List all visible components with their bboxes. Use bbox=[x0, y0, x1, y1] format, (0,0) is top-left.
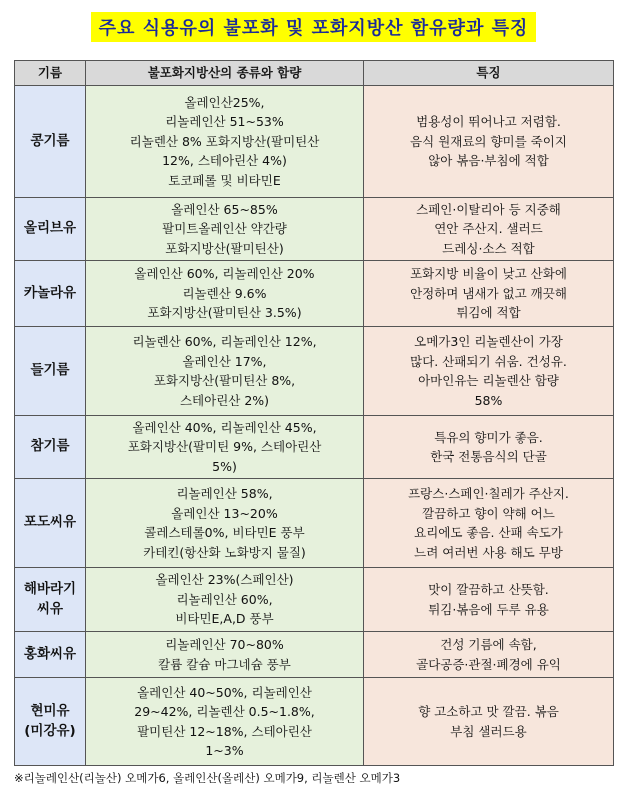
title-wrap bbox=[0, 12, 627, 42]
table-row bbox=[15, 479, 614, 568]
cell-line: 향 고소하고 맛 깔끔. 볶음 bbox=[418, 704, 559, 719]
oil-name-cell bbox=[15, 261, 86, 327]
cell-line: 많다. 산패되기 쉬움. 건성유. bbox=[410, 353, 567, 369]
cell-line: 포화지방산(팔미틴산) bbox=[165, 240, 284, 256]
oil-name-cell bbox=[15, 416, 86, 479]
fatty-acid-cell bbox=[86, 568, 364, 632]
footnote: ※리놀레인산(리놀산) 오메가6, 올레인산(올레산) 오메가9, 리놀렌산 오메가3 bbox=[14, 771, 401, 785]
cell-line: 리놀레인산 70~80% bbox=[165, 637, 284, 652]
fatty-acid-cell bbox=[86, 327, 364, 416]
cell-line: 스테아린산 2%) bbox=[179, 392, 270, 408]
fatty-acid-cell bbox=[86, 198, 364, 261]
cell-line: 카테킨(항산화 노화방지 물질) bbox=[143, 544, 306, 560]
cell-line: 않아 볶음·부침에 적합 bbox=[428, 153, 549, 169]
cell-line: 건성 기름에 속함, bbox=[440, 637, 537, 652]
oil-name-cell bbox=[15, 327, 86, 416]
cell-line: 오메가3인 리놀렌산이 가장 bbox=[414, 334, 563, 349]
cell-line: 특유의 향미가 좋음. bbox=[434, 429, 543, 445]
fatty-acid-cell bbox=[86, 479, 364, 568]
cell-line: 스페인·이탈리아 등 지중해 bbox=[416, 201, 561, 217]
cell-line: 해바라기 bbox=[23, 581, 77, 597]
cell-line: 현미유 bbox=[30, 703, 70, 719]
cell-line: 카놀라유 bbox=[23, 284, 77, 301]
cell-line: 콜레스테롤0%, 비타민E 풍부 bbox=[144, 525, 305, 540]
cell-line: 맛이 깔끔하고 산뜻함. bbox=[428, 582, 549, 597]
cell-line: 1~3% bbox=[205, 743, 244, 758]
feature-cell bbox=[364, 86, 614, 198]
fatty-acid-cell bbox=[86, 261, 364, 327]
header-fatty-acids: 불포화지방산의 종류와 함량 bbox=[86, 61, 364, 86]
cell-line: 요리에도 좋음. 산패 속도가 bbox=[414, 525, 563, 540]
feature-cell bbox=[364, 678, 614, 766]
cell-line: 리놀레인산 51~53% bbox=[165, 114, 284, 130]
table-row bbox=[15, 261, 614, 327]
cell-line: 연안 주산지. 샐러드 bbox=[434, 221, 543, 237]
cell-line: 리놀렌산 60%, 리놀레인산 12%, bbox=[132, 334, 317, 349]
oil-name-cell bbox=[15, 86, 86, 198]
cell-line: 참기름 bbox=[30, 438, 70, 455]
cell-line: 씨유 bbox=[36, 600, 64, 617]
feature-cell bbox=[364, 261, 614, 327]
oil-table bbox=[14, 60, 614, 766]
cell-line: 리놀렌산 9.6% bbox=[182, 285, 267, 301]
oil-name-cell bbox=[15, 479, 86, 568]
feature-cell bbox=[364, 416, 614, 479]
cell-line: 부침 샐러드용 bbox=[450, 723, 527, 739]
cell-line: 올레인산 13~20% bbox=[171, 505, 278, 521]
cell-line: 포화지방산(팔미틴산 3.5%) bbox=[147, 305, 302, 321]
oil-name-cell bbox=[15, 678, 86, 766]
cell-line: 올레인산25%, bbox=[184, 94, 265, 110]
cell-line: 올레인산 65~85% bbox=[171, 201, 278, 217]
cell-line: 팔미트올레인산 약간량 bbox=[162, 221, 287, 237]
cell-line: 범용성이 뛰어나고 저렴함. bbox=[416, 114, 561, 130]
cell-line: 비타민E,A,D 풍부 bbox=[175, 611, 274, 627]
cell-line: 올레인산 40%, 리놀레인산 45%, bbox=[132, 419, 317, 435]
fatty-acid-cell bbox=[86, 632, 364, 678]
cell-line: 58% bbox=[474, 392, 503, 408]
oil-name-cell bbox=[15, 568, 86, 632]
cell-line: 칼륨 칼슘 마그네슘 풍부 bbox=[158, 656, 291, 672]
cell-line: 아마인유는 리놀렌산 함량 bbox=[418, 373, 559, 388]
cell-line: 올레인산 23%(스페인산) bbox=[155, 572, 294, 588]
feature-cell bbox=[364, 479, 614, 568]
cell-line: 튀김·볶음에 두루 유용 bbox=[428, 601, 549, 617]
cell-line: 팔미틴산 12~18%, 스테아린산 bbox=[137, 723, 312, 739]
cell-line: 튀김에 적합 bbox=[456, 305, 521, 321]
table-row bbox=[15, 568, 614, 632]
header-oil: 기름 bbox=[15, 61, 86, 86]
table-header-row bbox=[15, 61, 614, 86]
cell-line: 포도씨유 bbox=[23, 514, 77, 531]
table-row bbox=[15, 198, 614, 261]
fatty-acid-cell bbox=[86, 86, 364, 198]
fatty-acid-cell bbox=[86, 678, 364, 766]
cell-line: 들기름 bbox=[30, 362, 70, 379]
cell-line: 홍화씨유 bbox=[23, 645, 77, 662]
cell-line: 깔끔하고 향이 약해 어느 bbox=[422, 505, 555, 521]
cell-line: 음식 원재료의 향미를 죽이지 bbox=[410, 133, 567, 149]
cell-line: 12%, 스테아린산 4%) bbox=[162, 153, 287, 169]
cell-line: 한국 전통음식의 단골 bbox=[430, 449, 547, 464]
cell-line: 올레인산 17%, bbox=[182, 353, 267, 369]
table-row bbox=[15, 632, 614, 678]
cell-line: 콩기름 bbox=[30, 132, 70, 149]
cell-line: 올리브유 bbox=[23, 220, 77, 237]
feature-cell bbox=[364, 198, 614, 261]
cell-line: 올레인산 60%, 리놀레인산 20% bbox=[134, 266, 315, 282]
cell-line: 리놀레인산 60%, bbox=[176, 591, 273, 607]
cell-line: 리놀레인산 58%, bbox=[176, 486, 273, 501]
table-row bbox=[15, 327, 614, 416]
page-title: 주요 식용유의 불포화 및 포화지방산 함유량과 특징 bbox=[91, 12, 537, 42]
oil-name-cell bbox=[15, 198, 86, 261]
cell-line: 느려 여러번 사용 해도 무방 bbox=[414, 544, 563, 560]
cell-line: 드레싱·소스 적합 bbox=[442, 240, 535, 256]
cell-line: 포화지방산(팔미틴 9%, 스테아린산 bbox=[127, 439, 322, 455]
header-features: 특징 bbox=[364, 61, 614, 86]
cell-line: 프랑스·스페인·칠레가 주산지. bbox=[408, 486, 569, 501]
cell-line: 포화지방 비율이 낮고 산화에 bbox=[410, 266, 567, 282]
cell-line: 5%) bbox=[212, 458, 237, 474]
table-row bbox=[15, 86, 614, 198]
oil-name-cell bbox=[15, 632, 86, 678]
cell-line: 리놀렌산 8% 포화지방산(팔미틴산 bbox=[129, 133, 320, 149]
cell-line: 29~42%, 리놀렌산 0.5~1.8%, bbox=[134, 704, 315, 719]
cell-line: 올레인산 40~50%, 리놀레인산 bbox=[137, 684, 312, 700]
cell-line: 포화지방산(팔미틴산 8%, bbox=[153, 373, 296, 388]
feature-cell bbox=[364, 632, 614, 678]
table-row bbox=[15, 416, 614, 479]
cell-line: (미강유) bbox=[24, 722, 76, 739]
cell-line: 골다공증·관절·폐경에 유익 bbox=[416, 656, 561, 672]
table-row bbox=[15, 678, 614, 766]
feature-cell bbox=[364, 327, 614, 416]
table-body bbox=[15, 86, 614, 766]
cell-line: 안정하며 냄새가 없고 깨끗해 bbox=[410, 285, 567, 301]
feature-cell bbox=[364, 568, 614, 632]
cell-line: 토코페롤 및 비타민E bbox=[168, 172, 281, 188]
fatty-acid-cell bbox=[86, 416, 364, 479]
